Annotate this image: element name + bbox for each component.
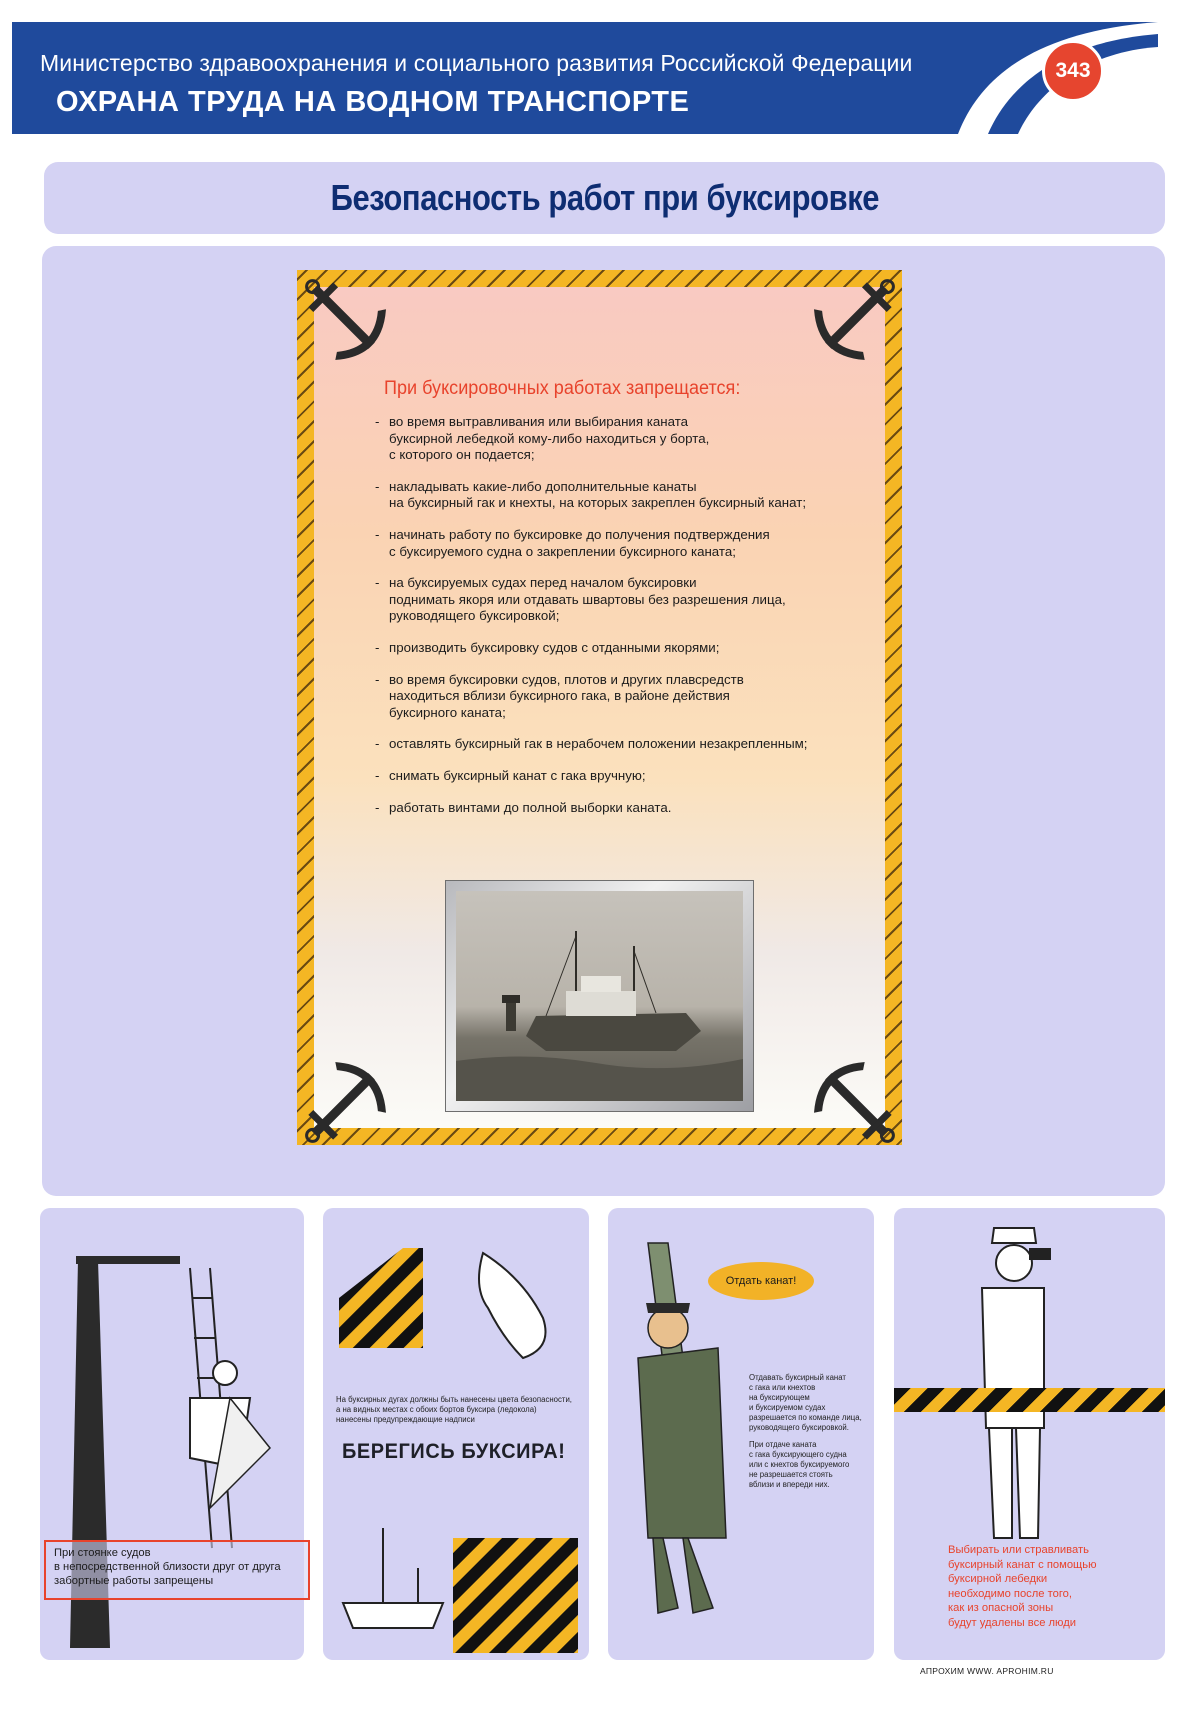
list-item: - работать винтами до полной выборки каната. [374, 800, 854, 817]
hazard-stripes-icon-2 [453, 1538, 578, 1653]
anchor-icon-top-left [288, 262, 398, 372]
poster-heading: При буксировочных работах запрещается: [384, 378, 741, 399]
overboard-warning-box: При стоянке судов в непосредственной близости друг от друга забортные работы запрещены [44, 1540, 310, 1600]
series-title: ОХРАНА ТРУДА НА ВОДНОМ ТРАНСПОРТЕ [56, 86, 690, 118]
tugboat-icon [343, 1603, 443, 1628]
panel-2-illustrations [323, 1208, 589, 1660]
anchor-icon-bottom-right [802, 1050, 912, 1160]
release-rope-text: Отдавать буксирный канат с гака или кнехтов на буксирующем и буксируемом судах разрешается по команде лица, руководящего буксировкой. [749, 1373, 862, 1432]
beware-tug-slogan: БЕРЕГИСЬ БУКСИРА! [342, 1440, 566, 1463]
list-item: - во время буксировки судов, плотов и других плавсредств находиться вблизи буксирного гака, в районе действия буксирного каната; [374, 672, 854, 722]
ship-photo [456, 891, 743, 1101]
seagull-icon [479, 1253, 546, 1358]
trawler-ship-icon [456, 891, 743, 1101]
list-item: - во время вытравливания или выбирания каната буксирной лебедкой кому-либо находиться у борта, с которого он подается; [374, 414, 854, 464]
ship-photo-frame [445, 880, 754, 1112]
list-item: - начинать работу по буксировке до получения подтверждения с буксируемого судна о закреплении буксирного каната; [374, 527, 854, 560]
page-number-badge: 343 [1042, 40, 1104, 102]
prohibitions-list [374, 414, 854, 816]
list-item: - производить буксировку судов с отданными якорями; [374, 640, 854, 657]
hazard-rope-band [894, 1388, 1165, 1412]
list-item: - оставлять буксирный гак в нерабочем положении незакрепленным; [374, 736, 854, 753]
list-item: - снимать буксирный канат с гака вручную; [374, 768, 854, 785]
winch-safety-text: Выбирать или стравливать буксирный канат с помощью буксирной лебедки необходимо после того, как из опасной зоны будут удалены все люди [948, 1544, 1097, 1629]
header-swoosh-graphic [918, 22, 1158, 134]
safety-colors-text: На буксирных дугах должны быть нанесены цвета безопасности, а на видных местах с обоих бортов буксира (ледокола) нанесены предупреждающие надписи [336, 1395, 572, 1424]
standing-near-text: При отдаче каната с гака буксирующего судна или с кнехтов буксируемого не разрешается стоять вблизи и впереди них. [749, 1440, 850, 1489]
footer-credits: АПРОХИМ WWW. APROHIM.RU [920, 1666, 1054, 1676]
hazard-stripes-icon [339, 1248, 423, 1348]
poster-content [374, 378, 854, 831]
title-bar [44, 162, 1165, 234]
panel-safety-colors [323, 1208, 589, 1660]
list-item: - накладывать какие-либо дополнительные канаты на буксирный гак и кнехты, на которых закреплен буксирный канат; [374, 479, 854, 512]
speech-bubble: Отдать канат! [708, 1262, 814, 1300]
anchor-icon-bottom-left [288, 1050, 398, 1160]
list-item: - на буксируемых судах перед началом буксировки поднимать якоря или отдавать швартовы без разрешения лица, руководящего буксировкой; [374, 575, 854, 625]
header-banner [12, 22, 1158, 134]
page-title: Безопасность работ при буксировке [330, 177, 879, 218]
ministry-name: Министерство здравоохранения и социального развития Российской Федерации [40, 50, 913, 76]
anchor-icon-top-right [802, 262, 912, 372]
